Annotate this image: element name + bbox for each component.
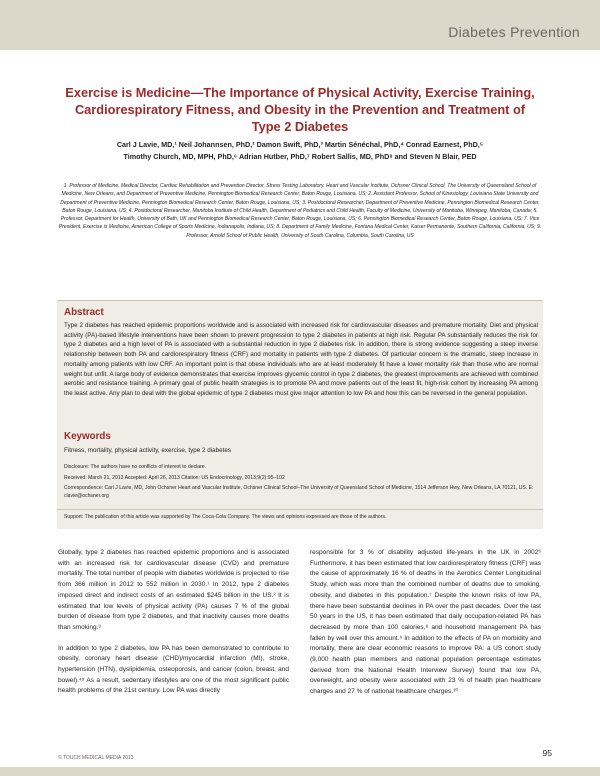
author-line-1: Carl J Lavie, MD,¹ Neil Johannsen, PhD,² Damon Swift, PhD,³ Martin Sénéchal, PhD,⁴ Conrad Earnest, PhD,⁵: [116, 140, 484, 149]
support-line: Support: The publication of this article was supported by The Coca-Cola Company. The views and opinions expressed are those of the authors.: [64, 514, 387, 520]
footer-band: [0, 767, 600, 776]
correspondence-line: Correspondence: Carl J Lavie, MD, John Ochsner Heart and Vascular Institute, Ochsner Clinical School–The University of Queensland School of Medicine, 1514 Jefferson Hwy, New Orleans, LA 70121, US. E: clavie@ochsner.org: [64, 484, 534, 500]
page-number: 95: [542, 748, 552, 758]
disclosure-line: Disclosure: The authors have no conflicts of interest to declare.: [64, 464, 207, 470]
keywords-heading: Keywords: [64, 431, 111, 442]
received-line: Received: March 21, 2013 Accepted: April 26, 2013 Citation: US Endocrinology, 2013;9(2):95–102: [64, 474, 285, 481]
author-line-2: Timothy Church, MD, MPH, PhD,⁶ Adrian Hutber, PhD,⁷ Robert Sallis, MD, PhD⁸ and Steven N Blair, PED: [123, 151, 477, 161]
body-column-right: [310, 548, 541, 708]
author-list: [66, 139, 534, 162]
article-title: Exercise is Medicine—The Importance of Physical Activity, Exercise Training, Cardiorespiratory Fitness, and Obesity in the Prevention and Treatment of Type 2 Diabetes: [65, 85, 535, 134]
journal-section-label: Diabetes Prevention: [448, 24, 580, 40]
body-paragraph: Globally, type 2 diabetes has reached epidemic proportions and is associated with an increased risk for cardiovascular disease (CVD) and premature mortality. The total number of people with diabetes worldwide is projected to rise from 366 million in 2012 to 552 million in 2030.¹ In 2012, type 2 diabetes imposed direct and indirect costs of an estimated $245 billion in the US.² It is estimated that low levels of physical activity (PA) causes 7 % of the global burden of disease from type 2 diabetes, and that inactivity causes more deaths than smoking.³: [58, 549, 289, 631]
body-column-left: [58, 548, 289, 707]
copyright-notice: © TOUCH MEDICAL MEDIA 2013: [58, 755, 134, 761]
abstract-heading: Abstract: [64, 307, 104, 318]
abstract-text: Type 2 diabetes has reached epidemic proportions worldwide and is associated with increased risk for cardiovascular diseases and premature mortality. Diet and physical activity (PA)-based lifestyle interventions have been shown to prevent progression to type 2 diabetes in patients at high risk. Regular PA substantially reduces the risk for type 2 diabetes and a high level of PA is associated with a substantial reduction in type 2 diabetes risk. In addition, there is strong evidence suggesting a steep inverse relationship between both PA and cardiorespiratory fitness (CRF) and mortality in patients with type 2 diabetes. Of particular concern is the dramatic, steep increase in mortality among patients with low CRF. An important point is that obese individuals who are at least moderately fit have a lower mortality risk than those who are normal weight but unfit. A large body of evidence demonstrates that exercise improves glycemic control in type 2 diabetes, the greatest improvements are achieved with combined aerobic and resistance training. A primary goal of public health strategies is to promote PA and move patients out of the least fit, high-risk cohort by increasing PA among the least active. Any plan to deal with the global epidemic of type 2 diabetes must give major attention to low PA and how this can be reversed in the general population.: [64, 322, 538, 397]
body-paragraph: responsible for 3 % of disability adjusted life-years in the UK in 2002⁶ Furthermore, it has been estimated that low cardiorespiratory fitness (CRF) was the cause of approximately 16 % of deaths in the Aerobics Center Longitudinal Study, which was more than the combined number of deaths due to smoking, obesity, and diabetes in this population.⁷ Despite the known risks of low PA, there have been substantial declines in PA over the past decades. Over the last 50 years in the US, it has been estimated that daily occupation-related PA has decreased by more than 100 calories,⁸ and household management PA has fallen by well over this amount.⁹ In addition to the effects of PA on morbidity and mortality, there are clear economic reasons to improve PA: a US cohort study (9,000 health plan members and national population percentage estimates derived from the National Health Interview Survey) found that low PA, overweight, and obesity were associated with 23 % of health plan healthcare charges and 27 % of national healthcare charges.¹⁰: [310, 549, 541, 696]
divider: [57, 509, 543, 510]
body-paragraph: In addition to type 2 diabetes, low PA has been demonstrated to contribute to obesity, coronary heart disease (CHD)/myocardial infarction (MI), stroke, hypertension (HTN), dyslipidemia, osteoporosis, and cancer (colon, breast, and bowel).⁴⁵ As a result, sedentary lifestyles are one of the most significant public health problems of the 21st century. Low PA was directly: [58, 644, 289, 695]
keywords-text: Fitness, mortality, physical activity, exercise, type 2 diabetes: [64, 447, 232, 454]
affiliations: 1. Professor of Medicine, Medical Director, Cardiac Rehabilitation and Prevention Director, Stress Testing Laboratory, Heart and Vascular Institute, Ochsner Clinical School, The University of Queensland School of Medicine, New Orleans, and Department of Preventive Medicine, Pennington Biomedical Research Center, Baton Rouge, Louisiana, US; 2. Assistant Professor, School of Kinesiology, Louisiana State University and Department of Preventive Medicine, Pennington Biomedical Research Center, Baton Rouge, Louisiana, US; 3. Postdoctoral Researcher, Department of Preventive Medicine, Pennington Biomedical Research Center, Baton Rouge, Louisiana, US; 4. Postdoctoral Researcher, Manitoba Institute of Child Health, Department of Pediatrics and Child Health, Faculty of Medicine, University of Manitoba, Winnipeg, Manitoba, Canada; 5. Professor, Department for Health, University of Bath, UK and Pennington Biomedical Research Center, Baton Rouge, Louisiana, US; 6. Pennington Biomedical Research Center, Baton Rouge, Louisiana, US; 7. Vice President, Exercise is Medicine, American College of Sports Medicine, Indianapolis, Indiana, US; 8. Department of Family Medicine, Fontana Medical Center, Kaiser Permanente, Southern California, California, US; 9. Professor, Arnold School of Public Health, University of South Carolina, Columbia, South Carolina, US: [58, 183, 542, 239]
article-metadata: [64, 462, 538, 501]
